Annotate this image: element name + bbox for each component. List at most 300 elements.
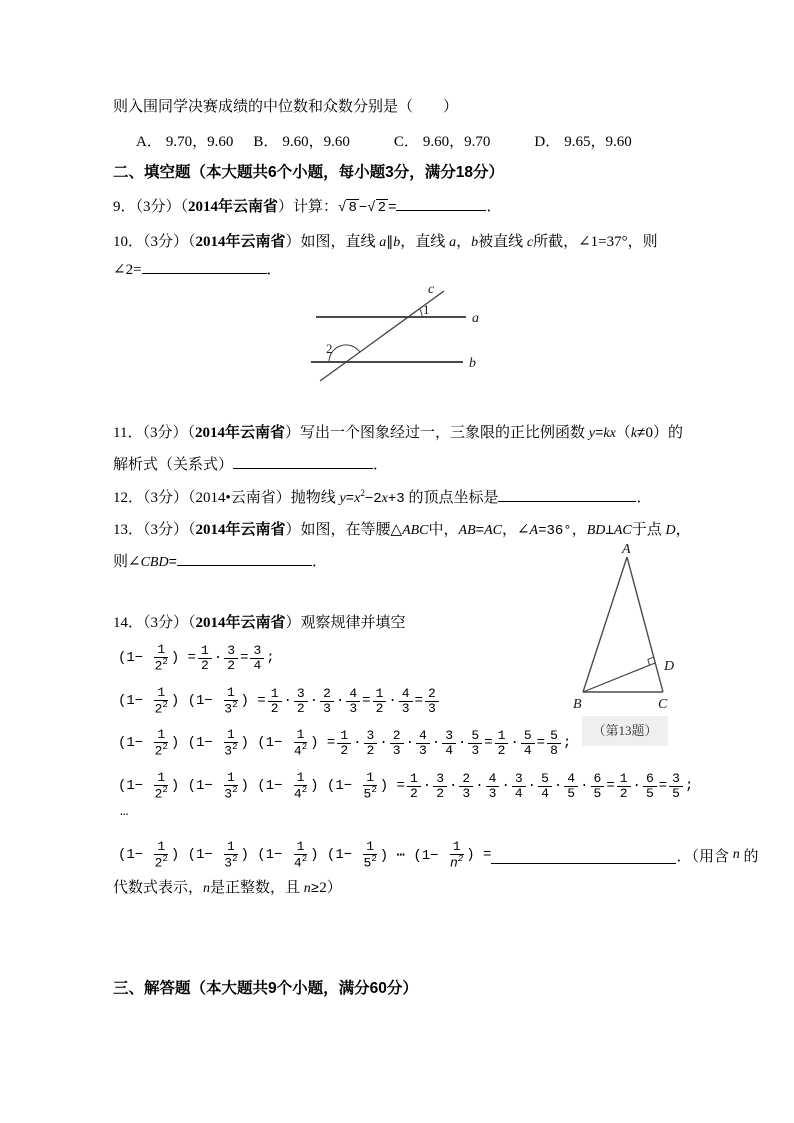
text: ，∠: [501, 522, 530, 538]
text: ，: [675, 522, 691, 538]
radical-sign: √: [338, 200, 347, 216]
option-a: A． 9.70，9.60: [136, 134, 234, 150]
numerator: 3: [294, 687, 308, 702]
math-text: =36°: [538, 523, 572, 539]
segment-bd: [583, 663, 655, 692]
math-text: ·: [283, 693, 292, 709]
numerator: 4: [486, 772, 500, 787]
numerator: 1: [224, 840, 238, 855]
fraction: [363, 840, 378, 870]
denominator: 3: [323, 700, 331, 716]
answer-blank: [177, 551, 312, 566]
text: 14．（3分）（: [113, 615, 196, 631]
math-text: ;: [266, 650, 275, 666]
denominator: 2: [201, 657, 209, 673]
math-text: =: [240, 650, 249, 666]
fraction: [459, 772, 473, 801]
numerator: 1: [154, 686, 168, 701]
text: 9．（3分）（: [113, 199, 189, 215]
numerator: 3: [512, 772, 526, 787]
numerator: 1: [154, 840, 168, 855]
math-text: =: [475, 523, 485, 539]
math-text: ∥: [386, 235, 394, 251]
fraction: [250, 644, 264, 673]
question-14-equation-line-2: [118, 679, 441, 723]
fraction: [433, 772, 447, 801]
math-text: ·: [449, 778, 458, 794]
text: ，直线: [400, 234, 450, 250]
denominator: 3: [401, 700, 410, 716]
vertex-a-label: A: [622, 542, 631, 557]
fraction: [363, 771, 378, 801]
math-variable: b: [471, 235, 479, 250]
fraction: [449, 840, 464, 870]
vertex-b-label: B: [573, 697, 582, 712]
math-text: ) =: [379, 778, 405, 794]
source-tag: 2014年云南省: [195, 234, 286, 250]
denominator: 2: [497, 742, 506, 758]
numerator: 5: [538, 772, 552, 787]
numerator: 5: [521, 729, 535, 744]
exponent: 2: [301, 741, 308, 752]
fraction: [521, 729, 535, 758]
numerator: 1: [495, 729, 509, 744]
text: ）如图，直线: [285, 234, 380, 250]
question-11-line-2: [113, 454, 388, 476]
numerator: 3: [669, 772, 683, 787]
numerator: 5: [468, 729, 482, 744]
denominator: $2^2$: [154, 741, 168, 759]
math-variable: x: [354, 491, 361, 506]
fraction: [399, 687, 413, 716]
math-text: ≠: [637, 426, 646, 442]
exponent: 2: [162, 656, 168, 667]
math-text: ·: [510, 735, 519, 751]
math-text: ·: [501, 778, 510, 794]
numerator: 5: [547, 729, 561, 744]
math-variable: AC: [484, 523, 502, 538]
math-text: ) (1−: [170, 735, 222, 751]
math-text: ) =: [466, 847, 492, 863]
fraction: [224, 644, 238, 673]
math-text: ) =: [310, 735, 336, 751]
math-variable: x: [381, 491, 388, 506]
denominator: $2^2$: [154, 656, 168, 674]
denominator: 3: [418, 742, 427, 758]
question-10-figure: [298, 281, 498, 396]
label-b: b: [469, 356, 476, 371]
denominator: $3^2$: [224, 853, 238, 871]
denominator: 3: [488, 785, 497, 801]
question-12-text: [113, 487, 651, 510]
fraction: [346, 687, 360, 716]
fraction: [293, 771, 308, 801]
math-variable: a: [379, 235, 387, 250]
denominator: 3: [428, 700, 436, 716]
math-text: ;: [562, 735, 572, 751]
fraction: [486, 772, 500, 801]
math-text: ·: [580, 778, 589, 794]
math-variable: AC: [613, 523, 632, 538]
question-9-text: [113, 196, 502, 219]
denominator: 2: [409, 785, 418, 801]
fraction: [617, 772, 631, 801]
numerator: 1: [407, 772, 421, 787]
math-text: =: [594, 426, 604, 442]
math-text: ·: [553, 778, 563, 794]
fraction: [320, 687, 334, 716]
question-14-heading: [113, 612, 406, 634]
denominator: 3: [349, 700, 358, 716]
math-text: =: [362, 693, 371, 709]
math-text: ·: [353, 735, 362, 751]
fraction: [294, 687, 308, 716]
numerator: 4: [416, 729, 430, 744]
math-text: −: [358, 200, 368, 216]
sqrt-expression: [338, 199, 359, 216]
numerator: 1: [294, 728, 308, 743]
fraction: [268, 687, 282, 716]
math-text: ·: [458, 735, 467, 751]
label-c: c: [428, 282, 435, 297]
math-text: (1−: [118, 693, 152, 709]
math-text: (1−: [118, 650, 152, 666]
numerator: 4: [346, 687, 360, 702]
text: ．: [311, 554, 327, 570]
fraction: [425, 687, 439, 716]
math-text: (1−: [118, 847, 152, 863]
fraction: [442, 729, 456, 758]
numerator: 4: [564, 772, 578, 787]
text: 2）: [319, 880, 342, 896]
fraction: [223, 728, 238, 758]
fraction: [512, 772, 526, 801]
math-variable: n: [732, 847, 740, 862]
exponent: 2: [301, 784, 308, 795]
math-text: ) (1−: [240, 778, 291, 794]
fraction: [154, 840, 169, 870]
fraction: [495, 729, 509, 758]
text: ．: [636, 490, 652, 506]
fraction: [337, 729, 351, 758]
denominator: $3^2$: [224, 741, 238, 759]
exponent: 2: [162, 699, 168, 710]
question-10-line-2: [113, 259, 282, 281]
text: 代数式表示，: [113, 880, 204, 896]
question-14-equation-line-4: [118, 764, 693, 808]
fraction: [154, 686, 169, 716]
denominator: 4: [523, 742, 532, 758]
math-text: ) (1−: [170, 778, 222, 794]
math-text: =: [606, 778, 615, 794]
denominator: 5: [567, 785, 576, 801]
text: ，: [456, 234, 472, 250]
vertex-c-label: C: [658, 697, 668, 712]
math-text: (1−: [118, 778, 152, 794]
numerator: 2: [459, 772, 473, 787]
math-variable: b: [393, 235, 401, 250]
math-text: =: [536, 735, 546, 751]
text: ．: [373, 457, 389, 473]
side-ab: [583, 557, 627, 692]
denominator: 2: [436, 785, 444, 801]
label-a: a: [472, 311, 479, 326]
numerator: 6: [643, 772, 657, 787]
numerator: 1: [294, 771, 308, 786]
exponent: 2: [232, 784, 238, 795]
answer-blank: [233, 454, 373, 469]
math-text: ·: [422, 778, 432, 794]
denominator: 2: [375, 700, 384, 716]
text: 的: [739, 848, 759, 865]
math-variable: BD: [586, 523, 606, 538]
math-variable: CBD: [140, 555, 169, 570]
denominator: $2^2$: [154, 853, 168, 871]
angle-1-label: 1: [423, 302, 430, 317]
section-heading-fill-in: 二、填空题（本大题共6个小题，每小题3分，满分18分）: [113, 164, 504, 181]
denominator: 5: [645, 785, 654, 801]
denominator: $3^2$: [224, 699, 238, 717]
denominator: $2^2$: [154, 699, 168, 717]
math-text: ·: [309, 693, 319, 709]
math-text: ) (1−: [310, 847, 361, 863]
fraction: [223, 686, 238, 716]
question-8-continuation: 则入围同学决赛成绩的中位数和众数分别是（ ）: [113, 99, 459, 115]
math-text: +3: [387, 491, 405, 507]
math-text: ) (1−: [170, 847, 222, 863]
denominator: $5^2$: [363, 784, 377, 802]
math-variable: D: [665, 523, 676, 538]
option-c: C． 9.60，9.70: [393, 134, 491, 150]
fraction: [468, 729, 482, 758]
fraction: [407, 772, 421, 801]
numerator: 1: [224, 771, 238, 786]
math-text: ·: [335, 693, 345, 709]
exponent: 2: [162, 741, 168, 752]
sqrt-expression: [367, 199, 388, 216]
denominator: 4: [541, 785, 549, 801]
denominator: 5: [593, 785, 602, 801]
fraction: [591, 772, 605, 801]
text: 中，: [428, 522, 459, 538]
fraction: [669, 772, 683, 801]
angle-2-label: 2: [326, 341, 333, 356]
denominator: 5: [672, 785, 680, 801]
denominator: 2: [270, 700, 279, 716]
text: 于点: [631, 522, 666, 538]
fraction: [293, 840, 308, 870]
source-tag: 2014年云南省: [194, 425, 285, 441]
question-14-final-equation: [118, 833, 758, 877]
numerator: 2: [390, 729, 404, 744]
text: （: [615, 425, 631, 441]
radicand: 8: [348, 200, 357, 216]
denominator: 4: [514, 785, 523, 801]
numerator: 1: [294, 840, 308, 855]
math-text: =: [345, 491, 355, 507]
fraction: [416, 729, 430, 758]
text: ．: [486, 199, 502, 215]
source-tag: 2014年云南省: [188, 199, 279, 215]
fraction: [198, 644, 212, 673]
answer-blank: [491, 863, 676, 864]
exponent: 2: [301, 853, 308, 864]
denominator: $4^2$: [293, 853, 308, 871]
math-text: (1−: [118, 735, 152, 751]
radicand: 2: [377, 200, 387, 216]
exponent: 2: [360, 488, 365, 498]
text: ∠2=: [113, 262, 142, 278]
text: ）计算：: [278, 199, 339, 215]
math-text: ⊥: [605, 523, 614, 539]
math-text: =: [484, 735, 493, 751]
exponent: 2: [232, 853, 238, 864]
math-text: ) (1−: [240, 847, 291, 863]
math-variable: y: [339, 491, 346, 506]
numerator: 2: [425, 687, 439, 702]
text: 10．（3分）（: [113, 234, 196, 250]
text: 12．（3分）（2014•云南省）抛物线: [113, 490, 340, 506]
ellipsis-line: …: [120, 804, 129, 820]
numerator: 1: [337, 729, 351, 744]
numerator: 1: [450, 840, 464, 855]
fraction: [538, 772, 552, 801]
option-b: B． 9.60，9.60: [253, 134, 350, 150]
numerator: 3: [250, 644, 264, 659]
figure-caption: （第13题）: [582, 716, 668, 746]
exponent: 2: [162, 784, 168, 795]
question-11-line-1: [113, 422, 683, 445]
denominator: 3: [392, 742, 401, 758]
math-variable: y: [588, 426, 595, 441]
numerator: 1: [268, 687, 282, 702]
fraction: [364, 729, 378, 758]
math-text: =: [658, 778, 668, 794]
radical-sign: √: [367, 200, 376, 216]
math-text: =: [414, 693, 423, 709]
math-text: ·: [431, 735, 441, 751]
math-text: ) (1−: [170, 693, 222, 709]
numerator: 1: [617, 772, 631, 787]
numerator: 4: [399, 687, 413, 702]
text: 0）的: [645, 425, 683, 441]
denominator: $4^2$: [293, 741, 308, 759]
math-variable: AB: [458, 523, 476, 538]
text: ）观察规律并填空: [285, 615, 406, 631]
text: 13．（3分）（: [113, 522, 196, 538]
text: 的顶点坐标是: [404, 490, 499, 506]
math-text: ·: [379, 735, 388, 751]
fraction: [154, 643, 169, 673]
question-8-options: [136, 131, 652, 153]
denominator: $5^2$: [363, 853, 377, 871]
numerator: 6: [591, 772, 605, 787]
math-text: ) =: [170, 650, 197, 666]
exponent: 2: [232, 741, 238, 752]
text: 所截，∠1=37°，则: [533, 234, 658, 250]
vertex-d-label: D: [664, 659, 675, 674]
option-d: D． 9.65，9.60: [534, 134, 632, 150]
text: ．: [266, 262, 282, 278]
exponent: 2: [457, 853, 464, 864]
exponent: 2: [232, 699, 238, 710]
math-variable: n: [203, 881, 211, 896]
question-14-equation-line-1: [118, 636, 275, 680]
answer-blank: [498, 487, 636, 502]
numerator: 1: [224, 686, 238, 701]
denominator: 2: [340, 742, 349, 758]
math-text: =: [168, 555, 177, 571]
angle-2-arc: [329, 345, 360, 362]
math-variable: c: [526, 235, 534, 250]
math-text: =: [388, 200, 397, 216]
denominator: $n^2$: [450, 853, 464, 871]
denominator: $4^2$: [293, 784, 308, 802]
text: ．（用含: [676, 848, 733, 865]
math-variable: kx: [603, 426, 616, 441]
answer-blank: [142, 259, 267, 274]
fraction: [390, 729, 404, 758]
fraction: [643, 772, 657, 801]
question-13-line-2: [113, 551, 327, 574]
numerator: 3: [364, 729, 378, 744]
math-text: ≥: [310, 881, 320, 897]
text: 是正整数，且: [210, 880, 304, 896]
math-text: ;: [684, 778, 694, 794]
answer-blank: [396, 196, 486, 211]
denominator: 4: [253, 657, 262, 673]
question-13-figure: [565, 540, 685, 715]
numerator: 1: [373, 687, 387, 702]
math-text: −2: [364, 491, 382, 507]
fraction: [373, 687, 387, 716]
question-14-tail: [113, 877, 342, 900]
denominator: 2: [227, 657, 236, 673]
text: ）如图，在等腰△: [285, 522, 403, 538]
math-text: ) (1−: [310, 778, 361, 794]
numerator: 1: [363, 840, 377, 855]
math-variable: n: [303, 881, 311, 896]
math-text: ) (1−: [240, 735, 291, 751]
text: 11．（3分）（: [113, 425, 195, 441]
denominator: 8: [550, 742, 558, 758]
math-text: ·: [405, 735, 414, 751]
denominator: 3: [471, 742, 480, 758]
exponent: 2: [371, 784, 377, 795]
math-variable: A: [529, 523, 539, 538]
denominator: 2: [619, 785, 628, 801]
question-10-line-1: [113, 231, 658, 254]
numerator: 1: [154, 771, 168, 786]
text: 被直线: [478, 234, 527, 250]
denominator: 3: [462, 785, 471, 801]
text: 解析式（关系式）: [113, 457, 234, 473]
text: ，: [571, 522, 587, 538]
question-13-line-1: [113, 519, 691, 542]
fraction: [293, 728, 308, 758]
math-variable: ABC: [402, 523, 429, 538]
denominator: 2: [366, 742, 375, 758]
fraction: [154, 771, 169, 801]
text: 则∠: [113, 554, 141, 570]
fraction: [564, 772, 578, 801]
numerator: 3: [442, 729, 456, 744]
section-heading-answer: 三、解答题（本大题共9个小题，满分60分）: [113, 980, 418, 997]
math-text: ·: [475, 778, 484, 794]
math-variable: k: [630, 426, 638, 441]
math-text: ·: [527, 778, 537, 794]
numerator: 3: [433, 772, 447, 787]
